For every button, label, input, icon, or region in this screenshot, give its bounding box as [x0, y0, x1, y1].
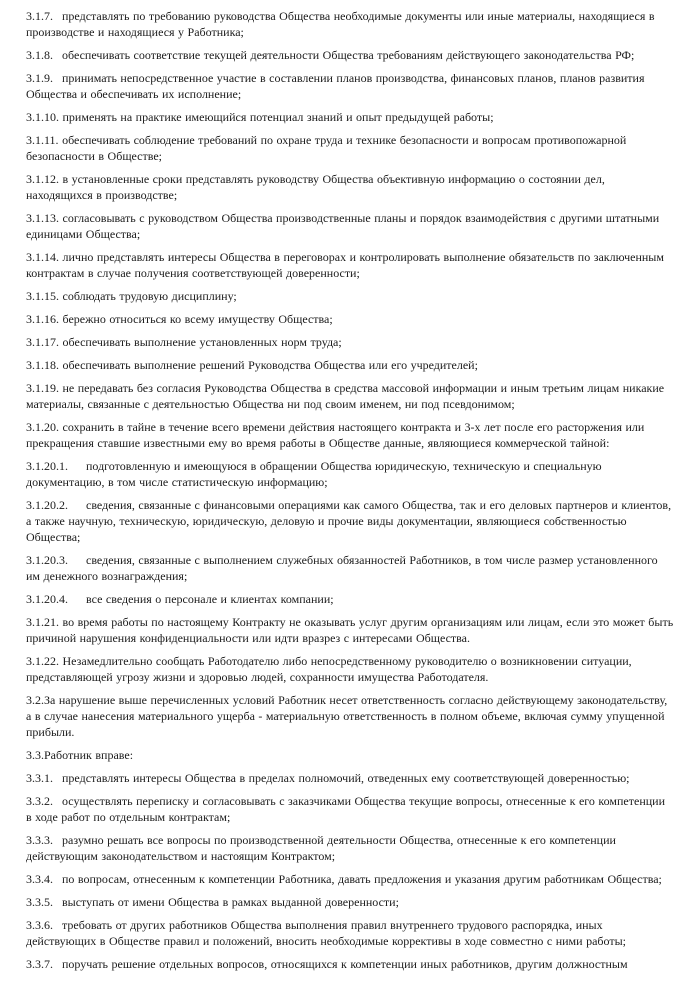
clause	[26, 552, 674, 584]
clause	[26, 357, 674, 373]
clause-number: 3.1.20.4.	[26, 592, 68, 606]
clause-number: 3.3.4.	[26, 872, 53, 886]
clause-number: 3.3.5.	[26, 895, 53, 909]
clause-text: во время работы по настоящему Контракту не оказывать услуг другим организациям или лицам, если это может быть причиной нарушения конфиденциальности или идти вразрез с интересами Общества.	[26, 615, 674, 645]
clause-text: сохранить в тайне в течение всего времени действия настоящего контракта и 3-х лет после его расторжения или прекращения ставшие известными ему во время работы в Обществе данные, являющиеся коммерческой тайной:	[26, 420, 645, 450]
clause	[26, 249, 674, 281]
clause	[26, 747, 674, 763]
clause-number: 3.3.1.	[26, 771, 53, 785]
clause	[26, 132, 674, 164]
clause-number: 3.1.20.3.	[26, 553, 68, 567]
clause	[26, 210, 674, 242]
clause-number: 3.1.11.	[26, 133, 59, 147]
clause	[26, 171, 674, 203]
clause-text: не передавать без согласия Руководства Общества в средства массовой информации и иным третьим лицам никакие материалы, связанные с деятельностью Общества ни под своим именем, ни под псевдонимом;	[26, 381, 665, 411]
clause-text: требовать от других работников Общества выполнения правил внутреннего трудового распорядка, иных действующих в Обществе правил и положений, вносить необходимые коррективы в ходе совместно с ними работы;	[26, 918, 626, 948]
clause-text: по вопросам, отнесенным к компетенции Работника, давать предложения и указания другим работникам Общества;	[62, 872, 662, 886]
clause-number: 3.1.18.	[26, 358, 59, 372]
clause-text: сведения, связанные с выполнением служебных обязанностей Работников, в том числе размер установленного им денежного вознаграждения;	[26, 553, 658, 583]
clause-number: 3.1.20.1.	[26, 459, 68, 473]
clause-text: подготовленную и имеющуюся в обращении Общества юридическую, техническую и специальную документацию, в том числе статистическую информацию;	[26, 459, 602, 489]
clause-number: 3.1.16.	[26, 312, 59, 326]
clause-text: выступать от имени Общества в рамках выданной доверенности;	[62, 895, 399, 909]
clause-number: 3.1.20.2.	[26, 498, 68, 512]
clause-number: 3.1.13.	[26, 211, 59, 225]
clause	[26, 832, 674, 864]
clause	[26, 653, 674, 685]
clause-text: осуществлять переписку и согласовывать с заказчиками Общества текущие вопросы, отнесенные к его компетенции в ходе работ по отдельным контрактам;	[26, 794, 666, 824]
clause	[26, 419, 674, 451]
clause-number: 3.1.15.	[26, 289, 59, 303]
clause-text: обеспечивать соблюдение требований по охране труда и технике безопасности и вопросам противопожарной безопасности в Обществе;	[26, 133, 627, 163]
clause	[26, 334, 674, 350]
clause	[26, 894, 674, 910]
clause	[26, 458, 674, 490]
clause	[26, 770, 674, 786]
clause-number: 3.2.	[26, 693, 44, 707]
clause-number: 3.1.17.	[26, 335, 59, 349]
clause-text: согласовывать с руководством Общества производственные планы и порядок взаимодействия с другими штатными единицами Общества;	[26, 211, 660, 241]
clause-text: обеспечивать соответствие текущей деятельности Общества требованиям действующего законодательства РФ;	[62, 48, 635, 62]
clause-text: представлять интересы Общества в пределах полномочий, отведенных ему соответствующей доверенностью;	[62, 771, 630, 785]
clause-number: 3.3.6.	[26, 918, 53, 932]
clause	[26, 793, 674, 825]
clause	[26, 380, 674, 412]
clause-number: 3.1.19.	[26, 381, 59, 395]
clause	[26, 109, 674, 125]
clause-text: в установленные сроки представлять руководству Общества объективную информацию о состоянии дел, находящихся в производстве;	[26, 172, 605, 202]
clause-number: 3.3.3.	[26, 833, 53, 847]
clause-number: 3.1.21.	[26, 615, 59, 629]
clause-text: бережно относиться ко всему имуществу Общества;	[62, 312, 333, 326]
clause	[26, 917, 674, 949]
clause-text: представлять по требованию руководства Общества необходимые документы или иные материалы, находящиеся в производстве и находящиеся у Работника;	[26, 9, 655, 39]
clause	[26, 871, 674, 887]
clause	[26, 288, 674, 304]
clause-number: 3.3.	[26, 748, 44, 762]
clause-number: 3.1.8.	[26, 48, 53, 62]
clause-text: поручать решение отдельных вопросов, относящихся к компетенции иных работников, другим должностным	[62, 957, 628, 971]
clause-number: 3.1.22.	[26, 654, 59, 668]
clause	[26, 47, 674, 63]
clause-text: Работник вправе:	[44, 748, 134, 762]
clause-number: 3.1.20.	[26, 420, 59, 434]
clause-number: 3.3.2.	[26, 794, 53, 808]
clause	[26, 8, 674, 40]
clause	[26, 497, 674, 545]
clause-text: все сведения о персонале и клиентах компании;	[86, 592, 334, 606]
clause-number: 3.1.14.	[26, 250, 59, 264]
clause-number: 3.3.7.	[26, 957, 53, 971]
clause-number: 3.1.9.	[26, 71, 53, 85]
clause-text: сведения, связанные с финансовыми операциями как самого Общества, так и его деловых партнеров и клиентов, а также научную, техническую, юридическую, деловую и прочие виды документации, являющиеся собственностью Общества;	[26, 498, 672, 544]
clause	[26, 692, 674, 740]
clause-text: Незамедлительно сообщать Работодателю либо непосредственному руководителю о возникновении ситуации, представляющей угрозу жизни и здоровью людей, сохранности имущества Работодателя.	[26, 654, 632, 684]
clause-text: соблюдать трудовую дисциплину;	[62, 289, 237, 303]
clause-number: 3.1.12.	[26, 172, 59, 186]
clause-text: лично представлять интересы Общества в переговорах и контролировать выполнение обязательств по заключенным контрактам в случае получения соответствующей доверенности;	[26, 250, 664, 280]
clause-text: применять на практике имеющийся потенциал знаний и опыт предыдущей работы;	[62, 110, 494, 124]
clause-number: 3.1.10.	[26, 110, 59, 124]
clause	[26, 70, 674, 102]
clause-text: принимать непосредственное участие в составлении планов производства, финансовых планов, планов развития Общества и обеспечивать их исполнение;	[26, 71, 645, 101]
clause-text: обеспечивать выполнение решений Руководства Общества или его учредителей;	[62, 358, 478, 372]
clause-text: разумно решать все вопросы по производственной деятельности Общества, отнесенные к его компетенции действующим законодательством и настоящим Контрактом;	[26, 833, 616, 863]
clause	[26, 614, 674, 646]
clause-text: За нарушение выше перечисленных условий Работник несет ответственность согласно действующему законодательству, а в случае нанесения материального ущерба - материальную ответственность в полном объеме, включая сумму упущенной прибыли.	[26, 693, 668, 739]
clause	[26, 591, 674, 607]
clause	[26, 956, 674, 972]
clause-text: обеспечивать выполнение установленных норм труда;	[62, 335, 342, 349]
clause	[26, 311, 674, 327]
clause-number: 3.1.7.	[26, 9, 53, 23]
